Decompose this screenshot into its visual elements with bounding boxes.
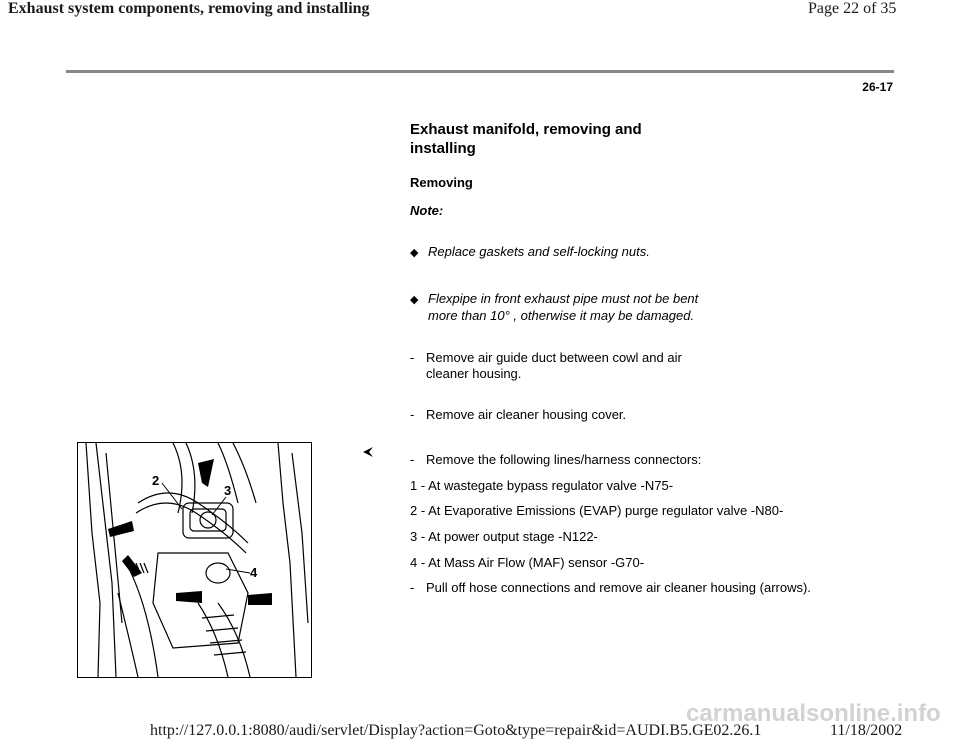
footer-url: http://127.0.0.1:8080/audi/servlet/Display?action=Goto&type=repair&id=AUDI.B5.GE02.26.1	[150, 722, 762, 739]
list-item: 1 - At wastegate bypass regulator valve -N75-	[410, 478, 674, 493]
step-item	[410, 580, 811, 596]
footer-date: 11/18/2002	[830, 722, 903, 739]
header-divider	[66, 70, 894, 73]
header-title: Exhaust system components, removing and installing	[8, 0, 370, 17]
step-text: Remove air guide duct between cowl and air	[426, 350, 682, 365]
step-dash: -	[410, 580, 415, 595]
engine-bay-figure	[77, 442, 312, 678]
note-label: Note:	[410, 203, 444, 218]
page-indicator: Page 22 of 35	[808, 0, 897, 17]
step-text: cleaner housing.	[426, 366, 522, 381]
note-text: Flexpipe in front exhaust pipe must not be bent	[428, 291, 699, 306]
note-item	[410, 243, 650, 262]
note-item	[410, 290, 698, 324]
note-text: Replace gaskets and self-locking nuts.	[428, 244, 650, 259]
list-item: 3 - At power output stage -N122-	[410, 529, 598, 544]
list-item: 2 - At Evaporative Emissions (EVAP) purge regulator valve -N80-	[410, 503, 784, 518]
step-text: Remove air cleaner housing cover.	[426, 407, 627, 422]
diamond-bullet-icon: ◆	[410, 247, 419, 259]
section-page-number: 26-17	[862, 80, 893, 94]
figure-label-3: 3	[224, 483, 232, 498]
section-title-line2: installing	[410, 140, 476, 157]
step-dash: -	[410, 407, 415, 422]
subsection-title: Removing	[410, 175, 473, 190]
watermark: carmanualsonline.info	[686, 700, 941, 727]
section-title	[410, 120, 710, 158]
section-title-line1: Exhaust manifold, removing and	[410, 121, 642, 138]
step-dash: -	[410, 452, 415, 467]
figure-label-4: 4	[250, 565, 258, 580]
diamond-bullet-icon: ◆	[410, 294, 419, 306]
step-item	[410, 350, 682, 382]
step-dash: -	[410, 350, 415, 365]
figure-label-2: 2	[152, 473, 160, 488]
figure-pointer-icon	[360, 444, 376, 460]
engine-bay-diagram	[78, 443, 311, 677]
step-item	[410, 452, 701, 468]
note-text: more than 10° , otherwise it may be damaged.	[428, 308, 695, 323]
step-item	[410, 407, 626, 423]
list-item: 4 - At Mass Air Flow (MAF) sensor -G70-	[410, 555, 645, 570]
step-text: Pull off hose connections and remove air cleaner housing (arrows).	[426, 580, 811, 595]
step-text: Remove the following lines/harness connectors:	[426, 452, 702, 467]
